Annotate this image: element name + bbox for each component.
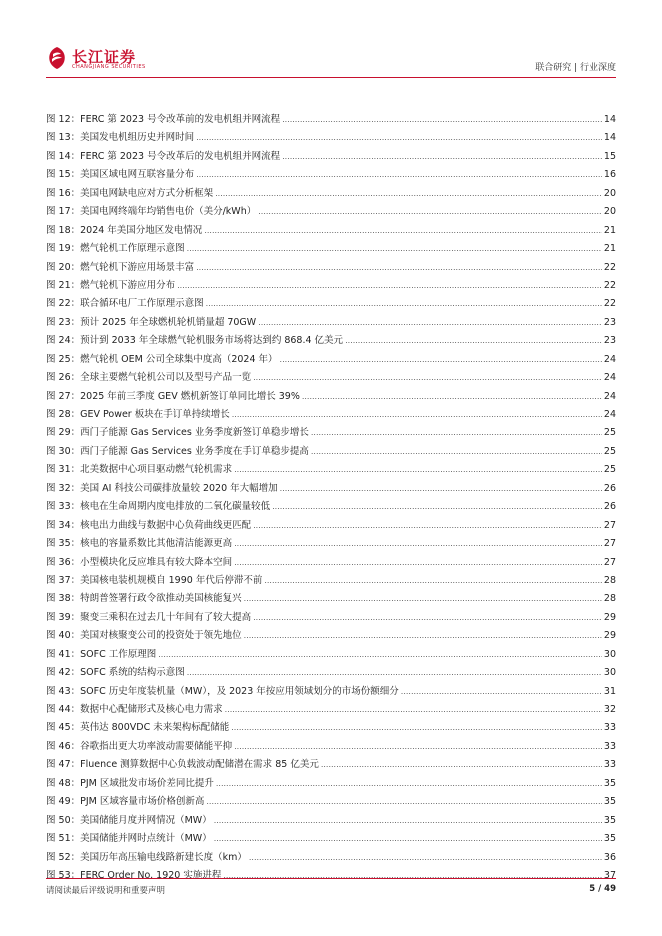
toc-entry[interactable] bbox=[46, 129, 616, 147]
logo-name: 长江证券 bbox=[72, 48, 137, 66]
toc-entry-label: 图 26：全球主要燃气轮机公司以及型号产品一览 bbox=[46, 372, 252, 384]
toc-entry-page: 29 bbox=[603, 630, 616, 642]
toc-entry-label: 图 32：美国 AI 科技公司碳排放量较 2020 年大幅增加 bbox=[46, 482, 278, 494]
toc-entry[interactable] bbox=[46, 314, 616, 332]
toc-leader-dots bbox=[280, 480, 602, 498]
toc-entry[interactable] bbox=[46, 572, 616, 590]
toc-leader-dots bbox=[216, 775, 602, 793]
toc-leader-dots bbox=[253, 517, 602, 535]
toc-entry[interactable] bbox=[46, 388, 616, 406]
toc-entry-label: 图 31：北美数据中心项目驱动燃气轮机需求 bbox=[46, 464, 233, 476]
toc-entry-label: 图 53：FERC Order No. 1920 实施进程 bbox=[46, 869, 222, 881]
toc-entry-page: 27 bbox=[603, 556, 616, 568]
toc-entry-label: 图 29：西门子能源 Gas Services 业务季度新签订单稳步增长 bbox=[46, 427, 309, 439]
toc-entry[interactable] bbox=[46, 259, 616, 277]
toc-entry-label: 图 39：聚变三乘积在过去几十年间有了较大提高 bbox=[46, 611, 252, 623]
toc-entry[interactable] bbox=[46, 332, 616, 350]
toc-leader-dots bbox=[321, 756, 602, 774]
toc-entry-page: 16 bbox=[603, 169, 616, 181]
footer-divider bbox=[46, 878, 616, 879]
toc-entry-label: 图 19：燃气轮机工作原理示意图 bbox=[46, 243, 185, 255]
toc-entry[interactable] bbox=[46, 535, 616, 553]
toc-entry[interactable] bbox=[46, 222, 616, 240]
toc-entry-page: 37 bbox=[603, 869, 616, 881]
toc-leader-dots bbox=[258, 203, 602, 221]
toc-entry[interactable] bbox=[46, 461, 616, 479]
toc-entry-label: 图 46：谷歌指出更大功率波动需要储能平抑 bbox=[46, 740, 233, 752]
toc-entry[interactable] bbox=[46, 812, 616, 830]
toc-entry-label: 图 35：核电的容量系数比其他清洁能源更高 bbox=[46, 538, 233, 550]
toc-entry[interactable] bbox=[46, 351, 616, 369]
toc-entry-label: 图 16：美国电网缺电应对方式分析框架 bbox=[46, 187, 214, 199]
toc-entry[interactable] bbox=[46, 609, 616, 627]
toc-entry-label: 图 51：美国储能并网时点统计（MW） bbox=[46, 833, 212, 845]
toc-entry-label: 图 13：美国发电机组历史并网时间 bbox=[46, 132, 195, 144]
toc-entry-label: 图 18：2024 年美国分地区发电情况 bbox=[46, 224, 203, 236]
toc-entry-label: 图 41：SOFC 工作原理图 bbox=[46, 648, 157, 660]
toc-entry-label: 图 12：FERC 第 2023 号令改革前的发电机组并网流程 bbox=[46, 114, 281, 125]
toc-entry[interactable] bbox=[46, 664, 616, 682]
toc-entry[interactable] bbox=[46, 701, 616, 719]
toc-leader-dots bbox=[158, 646, 602, 664]
toc-entry[interactable] bbox=[46, 775, 616, 793]
toc-entry[interactable] bbox=[46, 719, 616, 737]
toc-entry[interactable] bbox=[46, 590, 616, 608]
toc-entry[interactable] bbox=[46, 148, 616, 166]
toc-entry-page: 25 bbox=[603, 464, 616, 476]
toc-leader-dots bbox=[196, 166, 602, 184]
toc-entry-label: 图 44：数据中心配储形式及核心电力需求 bbox=[46, 704, 223, 715]
toc-entry-page: 28 bbox=[603, 593, 616, 605]
toc-leader-dots bbox=[231, 719, 602, 737]
toc-entry-label: 图 33：核电在生命周期内度电排放的二氧化碳量较低 bbox=[46, 501, 271, 513]
toc-entry-page: 32 bbox=[603, 704, 616, 715]
toc-entry[interactable] bbox=[46, 443, 616, 461]
toc-entry[interactable] bbox=[46, 627, 616, 645]
toc-entry[interactable] bbox=[46, 554, 616, 572]
figure-index-list bbox=[46, 111, 616, 885]
toc-entry-page: 29 bbox=[603, 611, 616, 623]
toc-entry-label: 图 36：小型模块化反应堆具有较大降本空间 bbox=[46, 556, 233, 568]
toc-entry-page: 23 bbox=[603, 316, 616, 328]
toc-entry[interactable] bbox=[46, 424, 616, 442]
toc-leader-dots bbox=[302, 388, 602, 406]
toc-entry[interactable] bbox=[46, 867, 616, 885]
toc-entry-page: 35 bbox=[603, 777, 616, 789]
toc-leader-dots bbox=[345, 332, 602, 350]
toc-entry-label: 图 47：Fluence 测算数据中心负载波动配储潜在需求 85 亿美元 bbox=[46, 759, 319, 771]
toc-leader-dots bbox=[232, 406, 602, 424]
toc-entry-page: 15 bbox=[603, 150, 616, 162]
toc-entry[interactable] bbox=[46, 849, 616, 867]
page-number: 5 / 49 bbox=[589, 884, 616, 894]
toc-entry-label: 图 14：FERC 第 2023 号令改革后的发电机组并网流程 bbox=[46, 150, 281, 162]
toc-entry-page: 33 bbox=[603, 722, 616, 734]
toc-leader-dots bbox=[234, 738, 602, 756]
toc-entry-page: 20 bbox=[603, 187, 616, 199]
toc-entry[interactable] bbox=[46, 793, 616, 811]
toc-leader-dots bbox=[215, 185, 602, 203]
toc-entry-page: 35 bbox=[603, 814, 616, 826]
toc-leader-dots bbox=[401, 683, 602, 701]
toc-leader-dots bbox=[187, 240, 602, 258]
toc-entry-page: 23 bbox=[603, 335, 616, 347]
toc-entry-label: 图 43：SOFC 历史年度装机量（MW），及 2023 年按应用领域划分的市场份额细分 bbox=[46, 685, 399, 697]
toc-entry-page: 30 bbox=[603, 648, 616, 660]
toc-entry-label: 图 21：燃气轮机下游应用分布 bbox=[46, 279, 176, 291]
toc-entry-page: 27 bbox=[603, 519, 616, 531]
toc-entry-page: 24 bbox=[603, 353, 616, 365]
toc-entry-page: 36 bbox=[603, 851, 616, 863]
toc-entry-label: 图 50：美国储能月度并网情况（MW） bbox=[46, 814, 212, 826]
toc-entry-page: 35 bbox=[603, 796, 616, 808]
toc-entry-label: 图 40：美国对核聚变公司的投资处于领先地位 bbox=[46, 630, 242, 642]
toc-leader-dots bbox=[225, 701, 602, 719]
toc-leader-dots bbox=[244, 627, 602, 645]
toc-entry-page: 27 bbox=[603, 538, 616, 550]
toc-entry-label: 图 42：SOFC 系统的结构示意图 bbox=[46, 667, 185, 679]
toc-entry-page: 22 bbox=[603, 279, 616, 291]
footer-disclaimer: 请阅读最后评级说明和重要声明 bbox=[46, 886, 166, 896]
toc-leader-dots bbox=[234, 535, 602, 553]
toc-leader-dots bbox=[258, 314, 602, 332]
toc-entry-page: 14 bbox=[603, 132, 616, 144]
toc-leader-dots bbox=[253, 369, 602, 387]
toc-leader-dots bbox=[280, 351, 602, 369]
toc-entry-label: 图 22：联合循环电厂工作原理示意图 bbox=[46, 298, 204, 310]
toc-leader-dots bbox=[244, 590, 602, 608]
toc-entry-label: 图 25：燃气轮机 OEM 公司全球集中度高（2024 年） bbox=[46, 353, 278, 365]
toc-leader-dots bbox=[204, 222, 602, 240]
toc-entry[interactable] bbox=[46, 406, 616, 424]
toc-leader-dots bbox=[253, 609, 602, 627]
toc-entry[interactable] bbox=[46, 646, 616, 664]
toc-entry[interactable] bbox=[46, 203, 616, 221]
toc-leader-dots bbox=[272, 498, 602, 516]
logo-subtitle: CHANGJIANG SECURITIES bbox=[72, 64, 146, 70]
company-logo bbox=[46, 46, 156, 74]
toc-entry-label: 图 30：西门子能源 Gas Services 业务季度在手订单稳步提高 bbox=[46, 445, 309, 457]
toc-leader-dots bbox=[214, 812, 602, 830]
toc-entry-label: 图 52：美国历年高压输电线路新建长度（km） bbox=[46, 851, 247, 863]
toc-entry-page: 26 bbox=[603, 501, 616, 513]
header-divider bbox=[46, 77, 616, 78]
toc-entry-page: 35 bbox=[603, 833, 616, 845]
logo-emblem-icon bbox=[46, 46, 68, 70]
toc-entry[interactable] bbox=[46, 738, 616, 756]
report-category: 联合研究 | 行业深度 bbox=[535, 63, 616, 73]
toc-leader-dots bbox=[196, 129, 602, 147]
toc-leader-dots bbox=[214, 830, 602, 848]
toc-entry-label: 图 48：PJM 区域批发市场价差同比提升 bbox=[46, 777, 214, 789]
toc-entry[interactable] bbox=[46, 277, 616, 295]
toc-entry-page: 21 bbox=[603, 243, 616, 255]
toc-entry-page: 22 bbox=[603, 261, 616, 273]
toc-entry[interactable] bbox=[46, 166, 616, 184]
toc-entry-page: 33 bbox=[603, 740, 616, 752]
toc-entry[interactable] bbox=[46, 683, 616, 701]
toc-entry-page: 20 bbox=[603, 206, 616, 218]
toc-leader-dots bbox=[187, 664, 602, 682]
toc-entry-label: 图 15：美国区域电网互联容量分布 bbox=[46, 169, 195, 181]
toc-entry-label: 图 45：英伟达 800VDC 未来架构标配储能 bbox=[46, 722, 230, 734]
toc-leader-dots bbox=[311, 424, 602, 442]
toc-leader-dots bbox=[264, 572, 602, 590]
toc-entry[interactable] bbox=[46, 295, 616, 313]
toc-leader-dots bbox=[282, 148, 602, 166]
toc-entry-label: 图 37：美国核电装机规模自 1990 年代后停滞不前 bbox=[46, 574, 263, 586]
toc-leader-dots bbox=[282, 111, 602, 129]
toc-entry-page: 14 bbox=[603, 114, 616, 125]
toc-entry-page: 30 bbox=[603, 667, 616, 679]
toc-entry-page: 25 bbox=[603, 445, 616, 457]
toc-entry[interactable] bbox=[46, 240, 616, 258]
toc-entry-page: 24 bbox=[603, 372, 616, 384]
toc-entry-page: 22 bbox=[603, 298, 616, 310]
toc-entry-label: 图 27：2025 年前三季度 GEV 燃机新签订单同比增长 39% bbox=[46, 390, 300, 402]
toc-entry-label: 图 24：预计到 2033 年全球燃气轮机服务市场将达到约 868.4 亿美元 bbox=[46, 335, 344, 347]
toc-entry[interactable] bbox=[46, 111, 616, 129]
toc-leader-dots bbox=[234, 554, 602, 572]
toc-leader-dots bbox=[196, 259, 602, 277]
toc-entry-page: 26 bbox=[603, 482, 616, 494]
toc-entry[interactable] bbox=[46, 480, 616, 498]
toc-entry[interactable] bbox=[46, 830, 616, 848]
toc-leader-dots bbox=[249, 849, 602, 867]
toc-entry-label: 图 17：美国电网终端年均销售电价（美分/kWh） bbox=[46, 206, 257, 218]
toc-entry-page: 24 bbox=[603, 409, 616, 420]
toc-leader-dots bbox=[177, 277, 602, 295]
toc-entry-page: 24 bbox=[603, 390, 616, 402]
toc-entry[interactable] bbox=[46, 369, 616, 387]
toc-entry-label: 图 20：燃气轮机下游应用场景丰富 bbox=[46, 261, 195, 273]
toc-entry[interactable] bbox=[46, 756, 616, 774]
toc-entry-page: 33 bbox=[603, 759, 616, 771]
toc-entry-page: 28 bbox=[603, 574, 616, 586]
toc-entry-page: 25 bbox=[603, 427, 616, 439]
toc-entry-page: 21 bbox=[603, 224, 616, 236]
toc-entry-label: 图 38：特朗普签署行政令欲推动美国核能复兴 bbox=[46, 593, 242, 605]
toc-leader-dots bbox=[206, 295, 602, 313]
toc-entry-label: 图 34：核电出力曲线与数据中心负荷曲线更匹配 bbox=[46, 519, 252, 531]
toc-leader-dots bbox=[206, 793, 602, 811]
toc-entry[interactable] bbox=[46, 517, 616, 535]
toc-entry-label: 图 23：预计 2025 年全球燃机轮机销量超 70GW bbox=[46, 316, 257, 328]
toc-leader-dots bbox=[234, 461, 602, 479]
toc-leader-dots bbox=[223, 867, 602, 885]
toc-entry-page: 31 bbox=[603, 685, 616, 697]
toc-leader-dots bbox=[311, 443, 602, 461]
toc-entry[interactable] bbox=[46, 498, 616, 516]
toc-entry-label: 图 49：PJM 区域容量市场价格创新高 bbox=[46, 796, 205, 808]
toc-entry[interactable] bbox=[46, 185, 616, 203]
toc-entry-label: 图 28：GEV Power 板块在手订单持续增长 bbox=[46, 409, 230, 420]
